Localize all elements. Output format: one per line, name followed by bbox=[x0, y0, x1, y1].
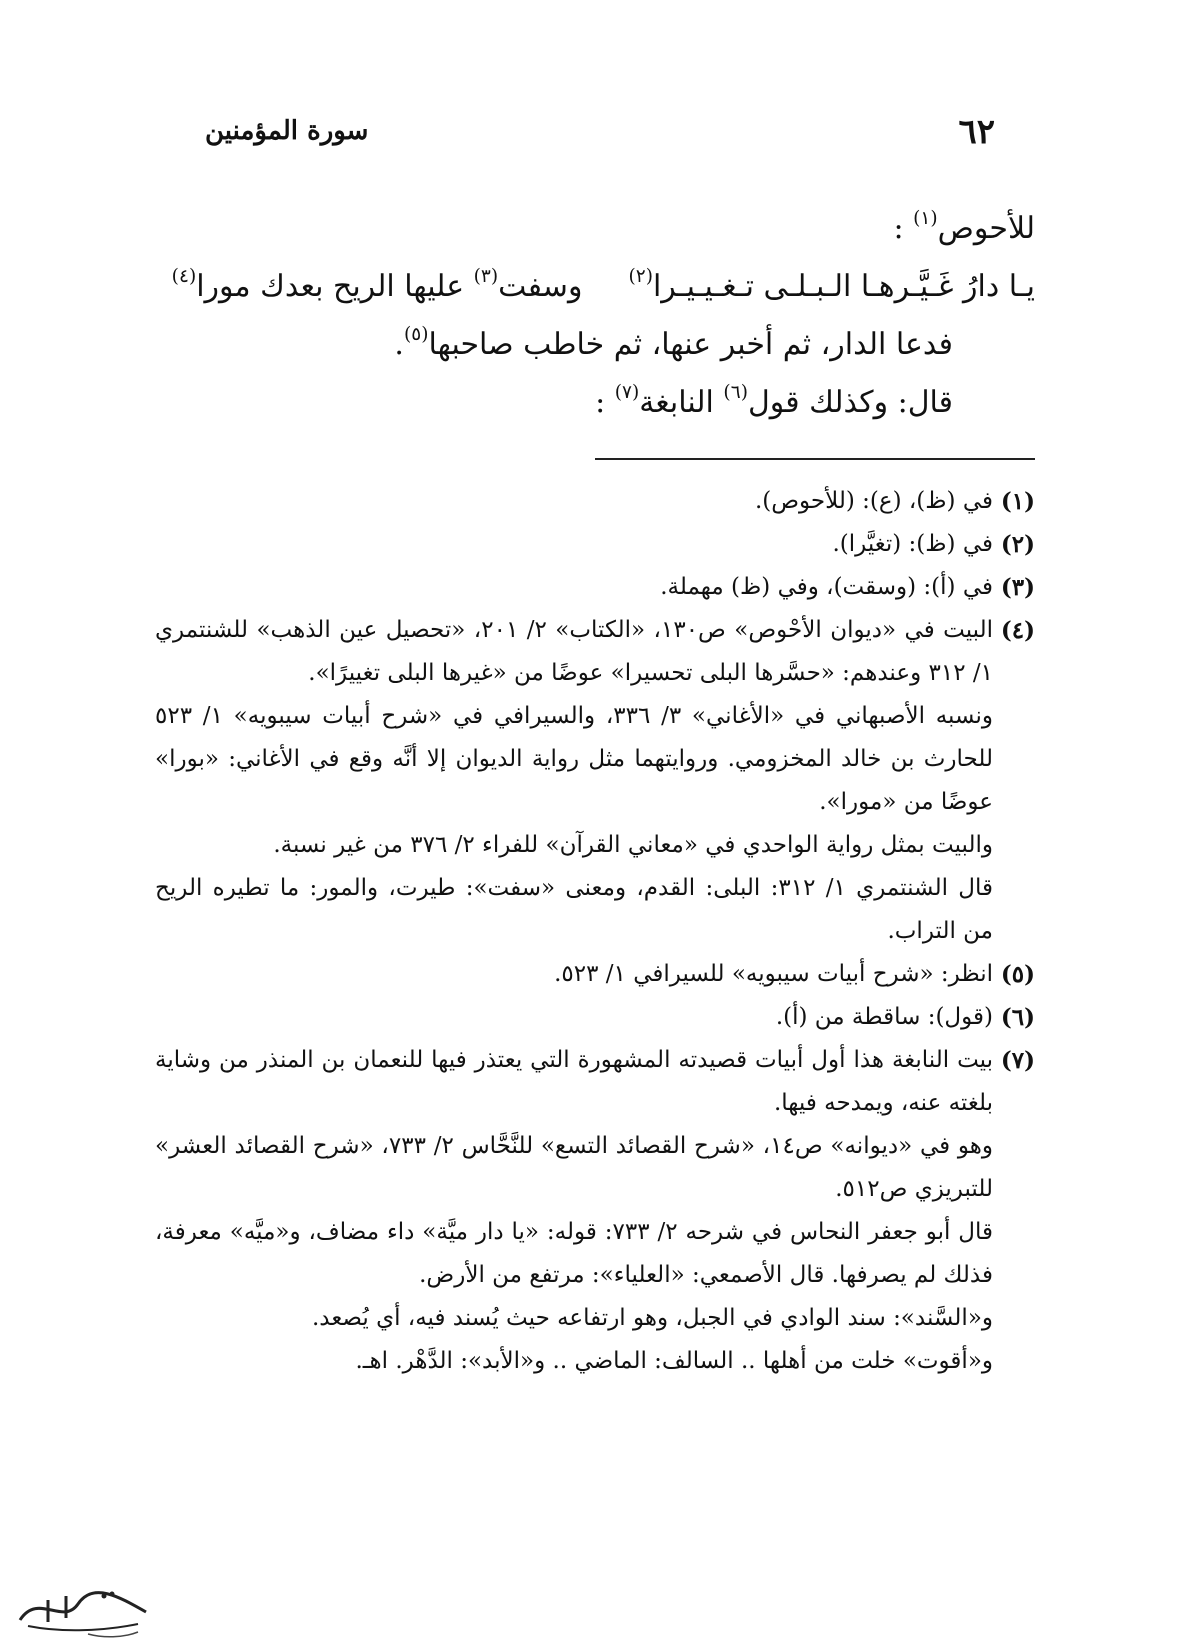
footnote-ref-5: (٥) bbox=[403, 324, 429, 346]
footnote-number: (٦) bbox=[1000, 1004, 1035, 1031]
intro-text: للأحوص bbox=[937, 211, 1035, 246]
footnote-item bbox=[155, 996, 1035, 1039]
footnote-text: و«السَّند»: سند الوادي في الجبل، وهو ارتفاعه حيث يُسند فيه، أي يُصعد. bbox=[311, 1305, 993, 1331]
footnote-text: في (أ): (وسقت)، وفي (ظ) مهملة. bbox=[660, 574, 993, 600]
verse-first-hemistich: يـا دارُ غَـيَّـرهـا الـبـلـى تـغـيـيـرا$^{(٢)}$ bbox=[628, 266, 1035, 304]
said-line: قال: وكذلك قول$^{(٦)}$ النابغة$^{(٧)}$ : bbox=[595, 382, 953, 420]
footnote-item bbox=[155, 523, 1035, 566]
footnote-text: البيت في «ديوان الأحْوص» ص١٣٠، «الكتاب» ٢/ ٢٠١، «تحصيل عين الذهب» للشنتمري ١/ ٣١٢ وعندهم: «حسَّرها البلى تحسيرا» عوضًا من «غيرها البلى تغييرًا». bbox=[155, 617, 993, 686]
verse-line bbox=[155, 258, 1035, 316]
footnote-number: (١) bbox=[1000, 488, 1035, 515]
running-title: سورة المؤمنين bbox=[205, 116, 369, 146]
footnote-text: في (ظ): (تغيَّرا). bbox=[832, 531, 993, 557]
verse-second-hemistich: وسفت$^{(٣)}$ عليها الريح بعدك مورا$^{(٤)}$ bbox=[171, 266, 583, 304]
footnote-number: (٣) bbox=[1000, 574, 1035, 601]
publisher-watermark-logo bbox=[8, 1582, 158, 1642]
footnote-text: قال الشنتمري ١/ ٣١٢: البلى: القدم، ومعنى «سفت»: طيرت، والمور: ما تطيره الريح من التراب. bbox=[155, 875, 993, 944]
footnote-text: ونسبه الأصبهاني في «الأغاني» ٣/ ٣٣٦، والسيرافي في «شرح أبيات سيبويه» ١/ ٥٢٣ للحارث بن خالد المخزومي. وروايتهما مثل رواية الديوان إلا أنَّه وقع في الأغاني: «بورا» عوضًا من «مورا». bbox=[155, 703, 994, 815]
footnotes bbox=[155, 480, 1035, 1383]
footnote-number: (٢) bbox=[1000, 531, 1035, 558]
footnote-item bbox=[155, 480, 1035, 523]
footnote-item bbox=[155, 953, 1035, 996]
footnote-item bbox=[155, 609, 1035, 953]
footnote-text: و«أقوت» خلت من أهلها .. السالف: الماضي .. و«الأبد»: الدَّهْر. اهـ. bbox=[355, 1348, 993, 1374]
footnote-text: في (ظ)، (ع): (للأحوص). bbox=[754, 488, 993, 514]
comment-line: فدعا الدار، ثم أخبر عنها، ثم خاطب صاحبها$^{(٥)}$. bbox=[394, 324, 953, 362]
footnote-number: (٧) bbox=[1000, 1047, 1035, 1074]
footnote-ref-2: (٢) bbox=[628, 266, 653, 288]
footnote-number: (٤) bbox=[1000, 617, 1035, 644]
footnote-ref-1: (١) bbox=[913, 208, 938, 230]
page-number: ٦٢ bbox=[958, 112, 995, 152]
intro-colon: : bbox=[893, 211, 904, 246]
footnote-ref-4: (٤) bbox=[171, 266, 197, 288]
footnote-ref-3: (٣) bbox=[473, 266, 499, 288]
page-header bbox=[150, 112, 1035, 160]
footnote-ref-7: (٧) bbox=[614, 382, 640, 404]
footnote-ref-6: (٦) bbox=[723, 382, 748, 404]
footnote-text: (قول): ساقطة من (أ). bbox=[775, 1004, 993, 1030]
footnote-text: والبيت بمثل رواية الواحدي في «معاني القرآن» للفراء ٢/ ٣٧٦ من غير نسبة. bbox=[273, 832, 993, 858]
footnote-separator bbox=[595, 458, 1035, 460]
footnote-text: بيت النابغة هذا أول أبيات قصيدته المشهورة التي يعتذر فيها للنعمان بن المنذر من وشاية بلغته عنه، ويمدحه فيها. bbox=[155, 1047, 993, 1116]
footnote-text: وهو في «ديوانه» ص١٤، «شرح القصائد التسع» للنَّحَّاس ٢/ ٧٣٣، «شرح القصائد العشر» للتبريزي ص٥١٢. bbox=[155, 1133, 994, 1202]
footnote-number: (٥) bbox=[1000, 961, 1035, 988]
footnote-item bbox=[155, 1039, 1035, 1383]
footnote-text: قال أبو جعفر النحاس في شرحه ٢/ ٧٣٣: قوله: «يا دار ميَّة» داء مضاف، و«ميَّه» معرفة، فذلك لم يصرفها. قال الأصمعي: «العلياء»: مرتفع من الأرض. bbox=[155, 1219, 993, 1288]
footnote-text: انظر: «شرح أبيات سيبويه» للسيرافي ١/ ٥٢٣. bbox=[554, 961, 993, 987]
main-text bbox=[155, 200, 1035, 432]
footnote-item bbox=[155, 566, 1035, 609]
intro-line bbox=[155, 200, 1035, 258]
